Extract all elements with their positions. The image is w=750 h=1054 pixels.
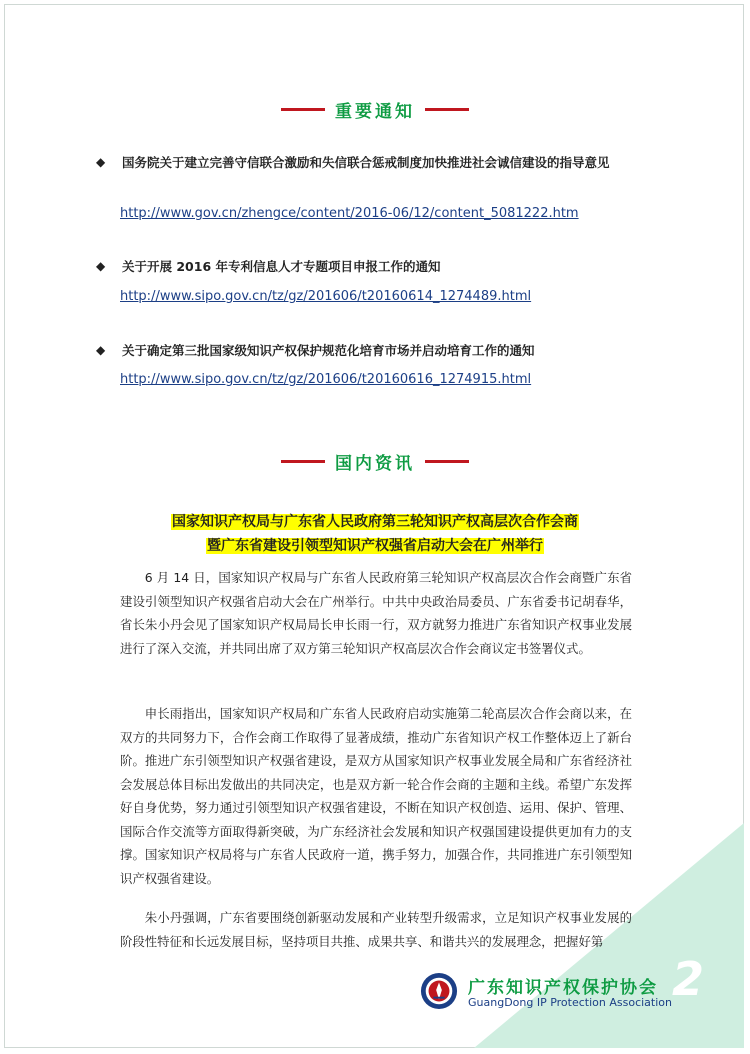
notice-title: 关于开展 2016 年专利信息人才专题项目申报工作的通知 <box>122 259 441 274</box>
association-logo-icon <box>420 972 458 1010</box>
notice-link[interactable]: http://www.gov.cn/zhengce/content/2016-06/12/content_5081222.htm <box>120 206 579 221</box>
headline-line-1: 国家知识产权局与广东省人民政府第三轮知识产权高层次合作会商 <box>172 514 578 530</box>
diamond-bullet-icon: ◆ <box>96 343 106 357</box>
notice-title: 国务院关于建立完善守信联合激励和失信联合惩戒制度加快推进社会诚信建设的指导意见 <box>122 155 610 170</box>
notice-item <box>96 256 642 277</box>
footer-org-name-cn: 广东知识产权保护协会 <box>468 978 658 998</box>
article-paragraph: 6 月 14 日，国家知识产权局与广东省人民政府第三轮知识产权高层次合作会商暨广东省建设引领型知识产权强省启动大会在广州举行。中共中央政治局委员、广东省委书记胡春华，省长朱小丹会见了国家知识产权局局长申长雨一行，双方就努力推进广东省知识产权事业发展进行了深入交流，并共同出席了双方第三轮知识产权高层次合作会商议定书签署仪式。 <box>120 570 632 656</box>
notice-item <box>96 152 642 173</box>
headline-line-2: 暨广东省建设引领型知识产权强省启动大会在广州举行 <box>207 538 543 554</box>
title-rule-left <box>281 108 325 111</box>
section-title-text: 重要通知 <box>335 102 415 122</box>
diamond-bullet-icon: ◆ <box>96 155 106 169</box>
notice-link[interactable]: http://www.sipo.gov.cn/tz/gz/201606/t20160614_1274489.html <box>120 289 532 304</box>
section-title-notices <box>0 97 750 122</box>
notice-link[interactable]: http://www.sipo.gov.cn/tz/gz/201606/t20160616_1274915.html <box>120 372 532 387</box>
diamond-bullet-icon: ◆ <box>96 259 106 273</box>
title-rule-right <box>425 108 469 111</box>
footer-org-name-en: GuangDong IP Protection Association <box>468 996 672 1009</box>
section-title-text: 国内资讯 <box>335 454 415 474</box>
title-rule-right <box>425 460 469 463</box>
notice-title: 关于确定第三批国家级知识产权保护规范化培育市场并启动培育工作的通知 <box>122 343 535 358</box>
page-number: 2 <box>672 952 705 1006</box>
article-paragraph: 申长雨指出，国家知识产权局和广东省人民政府启动实施第二轮高层次合作会商以来，在双方的共同努力下，合作会商工作取得了显著成绩，推动广东省知识产权工作整体迈上了新台阶。推进广东引领型知识产权强省建设，是双方从国家知识产权事业发展全局和广东省经济社会发展总体目标出发做出的共同决定，也是双方新一轮合作会商的主题和主线。希望广东发挥好自身优势，努力通过引领型知识产权强省建设，不断在知识产权创造、运用、保护、管理、国际合作交流等方面取得新突破，为广东经济社会发展和知识产权强国建设提供更加有力的支撑。国家知识产权局将与广东省人民政府一道，携手努力，加强合作，共同推进广东引领型知识产权强省建设。 <box>120 706 632 886</box>
article-headline <box>0 510 750 558</box>
title-rule-left <box>281 460 325 463</box>
section-title-news <box>0 449 750 474</box>
article-paragraph: 朱小丹强调，广东省要围绕创新驱动发展和产业转型升级需求，立足知识产权事业发展的阶段性特征和长远发展目标，坚持项目共推、成果共享、和谐共兴的发展理念，把握好第 <box>120 910 632 949</box>
notice-item <box>96 340 642 361</box>
